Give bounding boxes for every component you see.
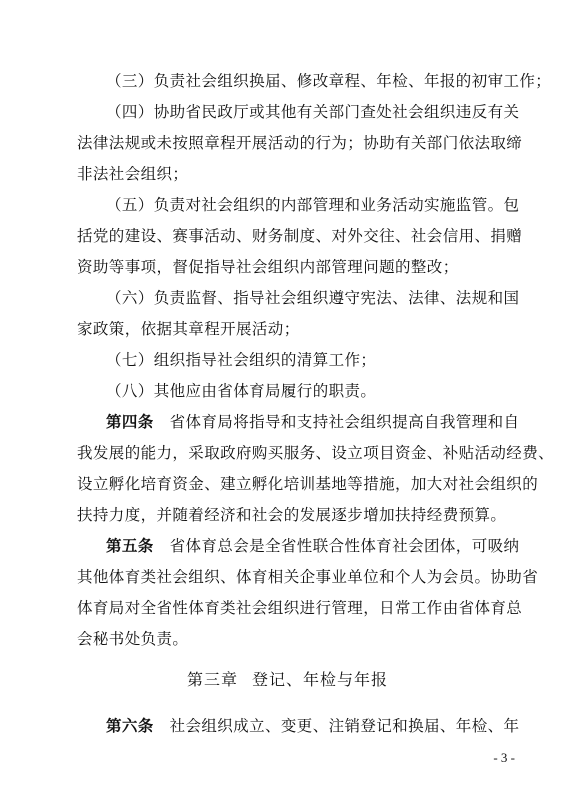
- article-5-line-2: 其他体育类社会组织、体育相关企事业单位和个人为会员。协助省: [77, 568, 539, 586]
- article-4-label: 第四条: [106, 413, 154, 431]
- paragraph-item-8: （八）其他应由省体育局履行的职责。: [106, 382, 377, 400]
- chapter-title: 登记、年检与年报: [252, 670, 389, 689]
- article-5-line-1: [106, 536, 520, 556]
- article-5-line-3: 体育局对全省性体育类社会组织进行管理，日常工作由省体育总: [77, 599, 523, 617]
- paragraph-item-5-line-3: 资助等事项，督促指导社会组织内部管理问题的整改；: [77, 258, 459, 276]
- paragraph-item-4-line-1: （四）协助省民政厅或其他有关部门查处社会组织违反有关: [106, 103, 520, 121]
- paragraph-item-4-line-3: 非法社会组织；: [77, 165, 189, 183]
- article-6-label: 第六条: [106, 717, 154, 735]
- article-6-line-1: [106, 716, 520, 736]
- article-4-line-4: 扶持力度，并随着经济和社会的发展逐步增加扶持经费预算。: [77, 506, 507, 524]
- paragraph-item-6-line-1: （六）负责监督、指导社会组织遵守宪法、法律、法规和国: [106, 289, 520, 307]
- article-5-label: 第五条: [106, 537, 154, 555]
- article-4-line-2: 我发展的能力，采取政府购买服务、设立项目资金、补贴活动经费、: [77, 444, 555, 462]
- paragraph-item-7: （七）组织指导社会组织的清算工作；: [106, 351, 377, 369]
- paragraph-item-5-line-2: 括党的建设、赛事活动、财务制度、对外交往、社会信用、捐赠: [77, 227, 523, 245]
- article-4-line-3: 设立孵化培育资金、建立孵化培训基地等措施，加大对社会组织的: [77, 475, 539, 493]
- paragraph-item-5-line-1: （五）负责对社会组织的内部管理和业务活动实施监管。包: [106, 196, 520, 214]
- article-4-text: 省体育局将指导和支持社会组织提高自我管理和自: [153, 413, 520, 431]
- page-number: - 3 -: [493, 750, 515, 765]
- paragraph-item-4-line-2: 法律法规或未按照章程开展活动的行为；协助有关部门依法取缔: [77, 134, 523, 152]
- chapter-heading: [0, 670, 575, 690]
- article-5-line-4: 会秘书处负责。: [77, 630, 189, 648]
- article-6-text: 社会组织成立、变更、注销登记和换届、年检、年: [153, 717, 520, 735]
- chapter-number: 第三章: [186, 670, 238, 689]
- article-5-text: 省体育总会是全省性联合性体育社会团体，可吸纳: [153, 537, 520, 555]
- paragraph-item-6-line-2: 家政策，依据其章程开展活动；: [77, 320, 300, 338]
- paragraph-item-3: （三）负责社会组织换届、修改章程、年检、年报的初审工作；: [106, 72, 552, 90]
- article-4-line-1: [106, 412, 520, 432]
